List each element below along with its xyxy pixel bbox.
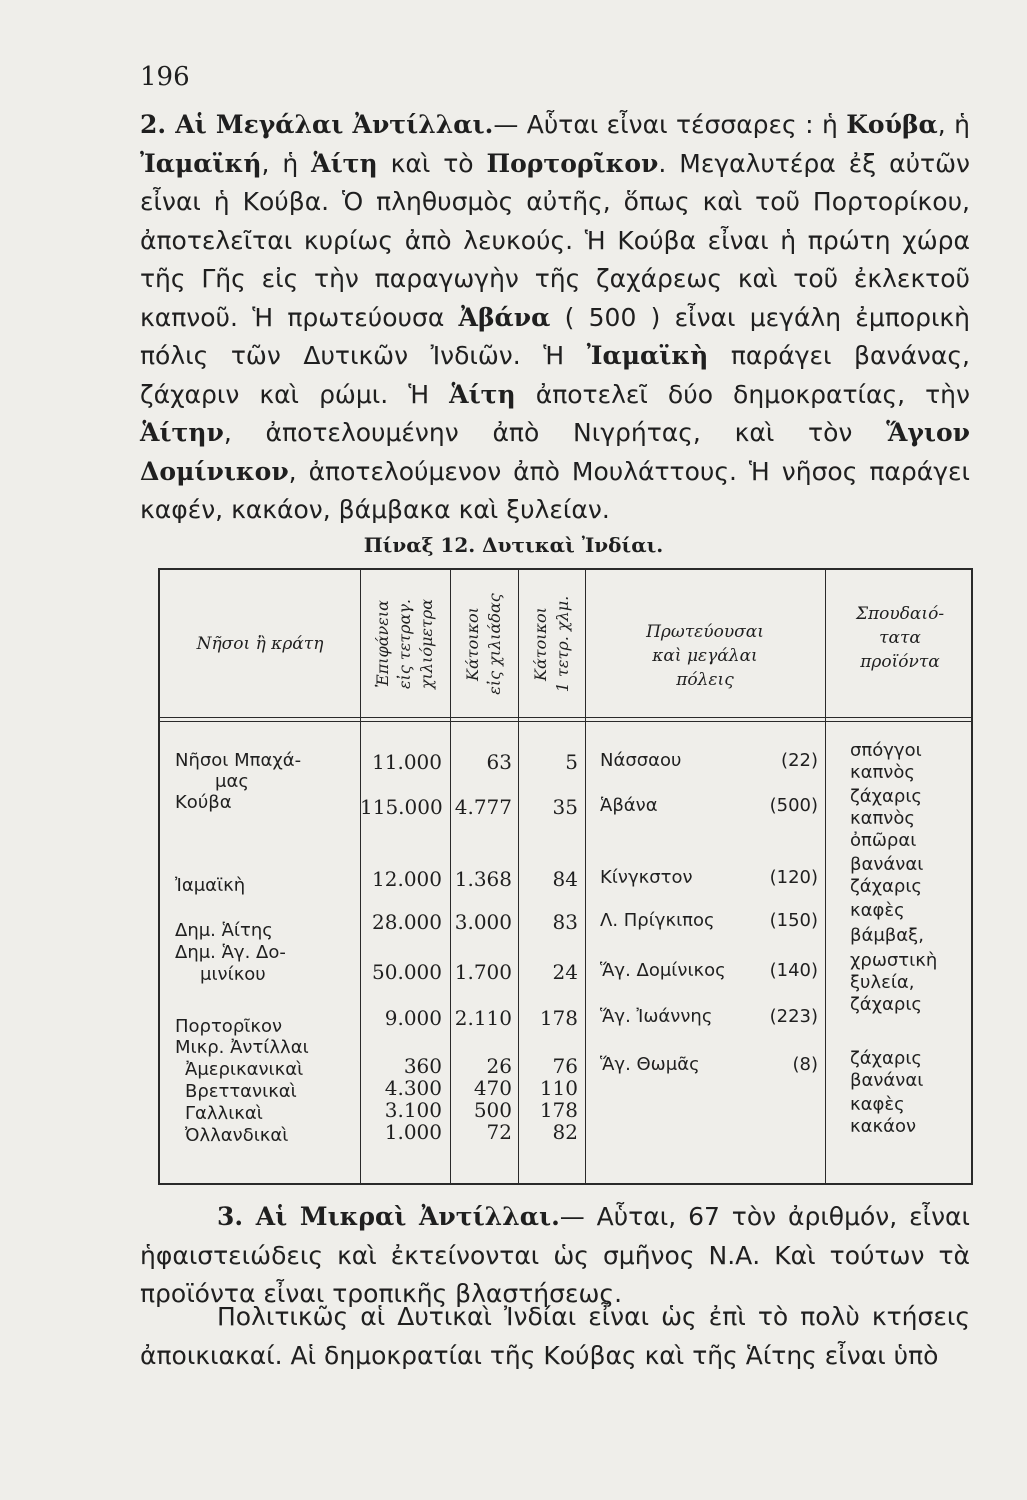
header-divider: [160, 717, 971, 718]
product: ζάχαρις: [850, 876, 922, 897]
density-value: 76: [552, 1054, 578, 1078]
capital-population: (22): [781, 750, 818, 771]
row-name: Ὀλλανδικαὶ: [185, 1125, 289, 1146]
product: ζάχαρις: [850, 1048, 922, 1069]
section-4-paragraph: [140, 1298, 970, 1375]
west-indies-table: [158, 568, 973, 1185]
section-2-heading: 2. Αἱ Μεγάλαι Ἀντίλλαι.: [140, 110, 494, 139]
product: κακάον: [850, 1116, 917, 1137]
capital-city: Νάσσαου: [600, 750, 682, 771]
text: — Αὗται, 67 τὸν ἀριθμόν, εἶναι ἡφαιστειώδεις καὶ ἐκτείνονται ὡς σμῆνος Ν.Α. Καὶ τούτων τὰ προϊόντα εἶναι τροπικῆς βλαστήσεως.: [140, 1202, 970, 1308]
header-line: 1 τετρ. χλμ.: [553, 595, 572, 693]
text: καὶ τὸ: [377, 148, 487, 178]
table-title: Πίναξ 12. Δυτικαὶ Ἰνδίαι.: [363, 533, 664, 557]
row-name: Πορτορῖκον: [175, 1016, 283, 1037]
product: καφὲς: [850, 1094, 905, 1115]
text: — Αὗται εἶναι τέσσαρες : ἡ: [493, 110, 847, 139]
term: Ἰαμαϊκή: [140, 148, 262, 178]
header-line: προϊόντα: [860, 652, 940, 672]
capital-population: (150): [769, 910, 818, 931]
area-value: 360: [403, 1054, 442, 1078]
density-value: 110: [539, 1076, 578, 1100]
term: Ἀβάνα: [458, 302, 551, 332]
section-2-paragraph: [140, 106, 970, 530]
product: βάμβαξ,: [850, 925, 924, 946]
area-value: 28.000: [372, 910, 442, 934]
header-line: πόλεις: [676, 670, 734, 690]
header-line: χιλιόμετρα: [417, 598, 436, 690]
header-line: Ἐπιφάνεια: [373, 600, 392, 688]
capital-city: Λ. Πρίγκιπος: [600, 910, 715, 931]
population-value: 470: [473, 1076, 512, 1100]
row-name: Νῆσοι Μπαχά-: [175, 750, 302, 771]
text: , ἀποτελούμενον ἀπὸ Μουλάττους. Ἡ νῆσος παράγει καφέν, κακάον, βάμβακα καὶ ξυλείαν.: [140, 456, 970, 524]
capital-city: Ἁβάνα: [600, 795, 658, 816]
population-value: 26: [486, 1054, 512, 1078]
density-value: 82: [552, 1120, 578, 1144]
row-name: Μικρ. Ἀντίλλαι: [175, 1037, 309, 1058]
capital-city: Ἅγ. Δομίνικος: [600, 960, 726, 981]
term: Ἰαμαϊκὴ: [586, 341, 709, 370]
text: , ἀποτελουμένην ἀπὸ Νιγρήτας, καὶ τὸν: [223, 418, 887, 447]
capital-population: (8): [792, 1054, 818, 1075]
product: ὀπῶραι: [850, 830, 917, 851]
product: καπνὸς: [850, 762, 915, 783]
area-value: 4.300: [384, 1076, 442, 1100]
text: ἀποτελεῖ δύο δημοκρατίας, τὴν: [515, 379, 970, 409]
population-value: 3.000: [454, 910, 512, 934]
product: βανάναι: [850, 854, 924, 875]
area-value: 11.000: [372, 750, 442, 774]
text: , ἡ: [937, 110, 970, 139]
population-value: 500: [473, 1098, 512, 1122]
text: παράγει βανάνας, ζάχαριν καὶ ρώμι. Ἡ: [140, 341, 970, 409]
term: Πορτορῖκον: [486, 148, 659, 178]
text: ( 500 ) εἶναι μεγάλη ἐμπορικὴ πόλις τῶν Δυτικῶν Ἰνδιῶν. Ἡ: [140, 302, 970, 370]
capital-city: Κίνγκστον: [600, 867, 693, 888]
header-density: [522, 574, 582, 714]
header-line: Σπουδαιό-: [855, 604, 945, 624]
text: , ἡ: [261, 148, 312, 178]
capital-city: Ἅγ. Θωμᾶς: [600, 1054, 700, 1075]
capital-population: (120): [769, 867, 818, 888]
header-capitals: [585, 620, 825, 692]
header-line: εἰς τετραγ.: [395, 598, 414, 690]
header-line: καὶ μεγάλαι: [652, 646, 758, 666]
population-value: 72: [486, 1120, 512, 1144]
row-name: μινίκου: [200, 964, 266, 985]
area-value: 50.000: [372, 960, 442, 984]
text: Πολιτικῶς αἱ Δυτικαὶ Ἰνδίαι εἶναι ὡς ἐπὶ τὸ πολὺ κτήσεις ἀποικιακαί. Αἱ δημοκρατίαι τῆς Κούβας καὶ τῆς Ἁίτης εἶναι ὑπὸ: [140, 1302, 970, 1370]
product: βανάναι: [850, 1070, 924, 1091]
density-value: 178: [539, 1098, 578, 1122]
area-value: 1.000: [384, 1120, 442, 1144]
header-line: τατα: [879, 628, 921, 648]
row-name: Δημ. Ἁγ. Δο-: [175, 942, 286, 963]
header-line: Πρωτεύουσαι: [646, 622, 764, 642]
header-line: εἰς χιλιάδας: [485, 593, 504, 695]
population-value: 1.700: [454, 960, 512, 984]
text: . Μεγαλυτέρα ἐξ αὐτῶν εἶναι ἡ Κούβα. Ὁ πληθυσμὸς αὐτῆς, ὅπως καὶ τοῦ Πορτορίκου, ἀποτελεῖται κυρίως ἀπὸ λευκούς. Ἡ Κούβα εἶναι ἡ πρώτη χώρα τῆς Γῆς εἰς τὴν παραγωγὴν τῆς ζαχάρεως καὶ τοῦ ἐκλεκτοῦ καπνοῦ. Ἡ πρωτεύουσα: [140, 148, 970, 332]
area-value: 9.000: [384, 1006, 442, 1030]
product: χρωστικὴ: [850, 950, 938, 971]
row-name: Κούβα: [175, 792, 232, 813]
term: Ἁίτη: [449, 379, 516, 409]
row-name: Γαλλικαὶ: [185, 1103, 263, 1124]
capital-population: (500): [769, 795, 818, 816]
area-value: 3.100: [384, 1098, 442, 1122]
population-value: 2.110: [454, 1006, 512, 1030]
product: καφὲς: [850, 900, 905, 921]
header-area: [375, 574, 435, 714]
density-value: 35: [552, 795, 578, 819]
capital-city: Ἅγ. Ἰωάννης: [600, 1006, 713, 1027]
product: καπνὸς: [850, 808, 915, 829]
section-3-paragraph: [140, 1198, 970, 1314]
term: Ἁίτη: [311, 148, 378, 178]
population-value: 1.368: [454, 867, 512, 891]
density-value: 84: [552, 867, 578, 891]
row-name: Βρεττανικαὶ: [185, 1081, 297, 1102]
header-population: [454, 574, 514, 714]
population-value: 4.777: [454, 795, 512, 819]
capital-population: (223): [769, 1006, 818, 1027]
density-value: 83: [552, 910, 578, 934]
row-name: μας: [215, 771, 249, 792]
row-name: Δημ. Ἁίτης: [175, 920, 273, 941]
product: ζάχαρις: [850, 994, 922, 1015]
row-name: Ἰαμαϊκὴ: [175, 875, 246, 896]
page-number: 196: [140, 62, 190, 92]
section-3-heading: 3. Αἱ Μικραὶ Ἀντίλλαι.: [217, 1202, 560, 1231]
row-name: Ἀμερικανικαὶ: [185, 1059, 304, 1080]
header-line: Κάτοικοι: [531, 607, 550, 681]
term: Ἁίτην: [140, 418, 224, 447]
area-value: 12.000: [372, 867, 442, 891]
product: σπόγγοι: [850, 740, 922, 761]
header-products: [825, 602, 975, 674]
product: ζάχαρις: [850, 786, 922, 807]
product: ξυλεία,: [850, 972, 915, 993]
capital-population: (140): [769, 960, 818, 981]
density-value: 24: [552, 960, 578, 984]
header-divider: [160, 721, 971, 722]
term: Ἅγιον Δομίνικον: [140, 418, 970, 486]
population-value: 63: [486, 750, 512, 774]
term: Κούβα: [846, 110, 938, 139]
header-name: Νῆσοι ἢ κράτη: [196, 634, 324, 654]
density-value: 178: [539, 1006, 578, 1030]
density-value: 5: [565, 750, 578, 774]
header-line: Κάτοικοι: [463, 607, 482, 681]
area-value: 115.000: [360, 795, 443, 819]
